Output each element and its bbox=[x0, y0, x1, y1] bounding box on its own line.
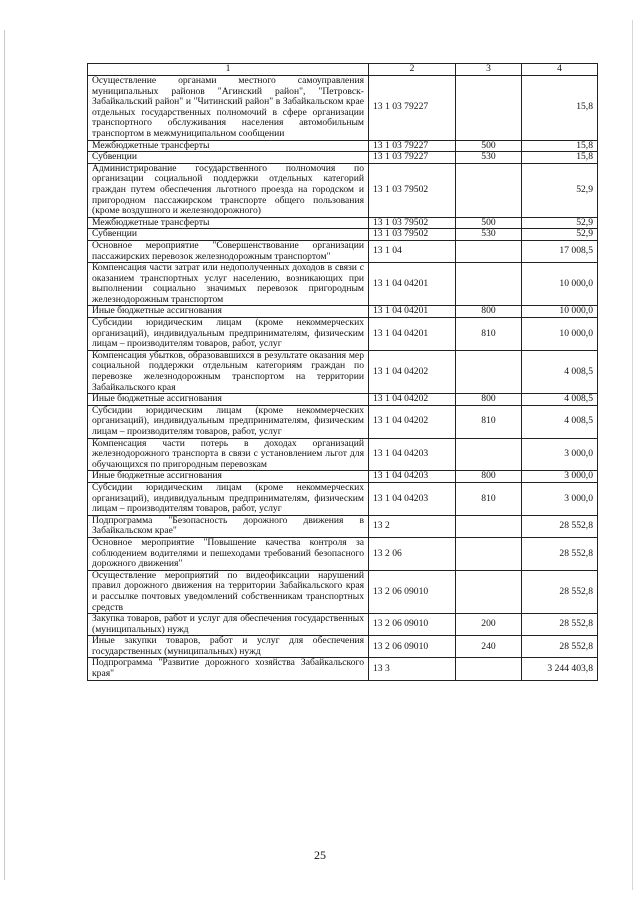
row-expense-type-cell: 200 bbox=[456, 614, 522, 636]
row-name-cell: Иные бюджетные ассигнования bbox=[88, 306, 369, 318]
row-expense-type-cell: 810 bbox=[456, 318, 522, 351]
row-expense-type-cell bbox=[456, 163, 522, 217]
row-amount-cell: 4 008,5 bbox=[522, 405, 598, 438]
table-row bbox=[88, 152, 598, 164]
row-expense-type-cell bbox=[456, 570, 522, 613]
table-row bbox=[88, 614, 598, 636]
row-name-cell: Субвенции bbox=[88, 229, 369, 241]
table-row bbox=[88, 140, 598, 152]
row-name-cell: Компенсация убытков, образовавшихся в результате оказания мер социальной поддержки отдельным категориям граждан по перевозке железнодорожным транспортом на территории Забайкальского края bbox=[88, 350, 369, 393]
column-number-3: 3 bbox=[456, 64, 522, 76]
row-expense-type-cell bbox=[456, 515, 522, 537]
table-row bbox=[88, 515, 598, 537]
row-name-cell: Осуществление мероприятий по видеофиксации нарушений правил дорожного движения на территории Забайкальского края и рассылке почтовых уведомлений собственникам транспортных средств bbox=[88, 570, 369, 613]
row-amount-cell: 10 000,0 bbox=[522, 306, 598, 318]
column-number-4: 4 bbox=[522, 64, 598, 76]
table-row bbox=[88, 240, 598, 262]
row-name-cell: Основное мероприятие "Совершенствование организации пассажирских перевозок железнодорожным транспортом" bbox=[88, 240, 369, 262]
table-row bbox=[88, 217, 598, 229]
row-expense-type-cell: 240 bbox=[456, 636, 522, 658]
row-expense-type-cell bbox=[456, 263, 522, 306]
table-row bbox=[88, 482, 598, 515]
row-amount-cell: 4 008,5 bbox=[522, 350, 598, 393]
row-code-cell: 13 1 04 04201 bbox=[369, 306, 456, 318]
row-amount-cell: 28 552,8 bbox=[522, 570, 598, 613]
table-row bbox=[88, 350, 598, 393]
table-row bbox=[88, 471, 598, 483]
table-row bbox=[88, 405, 598, 438]
table-row bbox=[88, 438, 598, 471]
row-amount-cell: 3 000,0 bbox=[522, 438, 598, 471]
row-expense-type-cell bbox=[456, 438, 522, 471]
row-expense-type-cell bbox=[456, 658, 522, 680]
row-name-cell: Субвенции bbox=[88, 152, 369, 164]
row-expense-type-cell: 500 bbox=[456, 217, 522, 229]
row-expense-type-cell: 800 bbox=[456, 394, 522, 406]
row-amount-cell: 28 552,8 bbox=[522, 636, 598, 658]
row-name-cell: Субсидии юридическим лицам (кроме некоммерческих организаций), индивидуальным предпринимателям, физическим лицам – производителям товаров, работ, услуг bbox=[88, 318, 369, 351]
row-name-cell: Подпрограмма "Безопасность дорожного движения в Забайкальском крае" bbox=[88, 515, 369, 537]
row-expense-type-cell: 500 bbox=[456, 140, 522, 152]
row-amount-cell: 4 008,5 bbox=[522, 394, 598, 406]
row-code-cell: 13 2 06 09010 bbox=[369, 636, 456, 658]
budget-table bbox=[87, 63, 598, 681]
budget-table-body bbox=[88, 64, 598, 681]
row-name-cell: Администрирование государственного полномочия по организации социальной поддержки отдельных категорий граждан путем обеспечения льготного проезда на городском и пригородном пассажирском транспорте общего пользования (кроме воздушного и железнодорожного) bbox=[88, 163, 369, 217]
row-name-cell: Межбюджетные трансферты bbox=[88, 217, 369, 229]
row-code-cell: 13 1 04 bbox=[369, 240, 456, 262]
row-expense-type-cell bbox=[456, 76, 522, 141]
row-code-cell: 13 1 04 04201 bbox=[369, 263, 456, 306]
column-number-1: 1 bbox=[88, 64, 369, 76]
row-name-cell: Межбюджетные трансферты bbox=[88, 140, 369, 152]
row-code-cell: 13 1 04 04201 bbox=[369, 318, 456, 351]
row-code-cell: 13 2 06 bbox=[369, 537, 456, 570]
table-row bbox=[88, 537, 598, 570]
table-header-row bbox=[88, 64, 598, 76]
row-name-cell: Основное мероприятие "Повышение качества контроля за соблюдением водителями и пешеходами требований безопасного дорожного движения" bbox=[88, 537, 369, 570]
table-row bbox=[88, 318, 598, 351]
row-code-cell: 13 1 04 04202 bbox=[369, 405, 456, 438]
table-row bbox=[88, 658, 598, 680]
row-code-cell: 13 1 03 79502 bbox=[369, 229, 456, 241]
table-row bbox=[88, 570, 598, 613]
row-expense-type-cell bbox=[456, 350, 522, 393]
row-expense-type-cell: 530 bbox=[456, 152, 522, 164]
row-amount-cell: 3 244 403,8 bbox=[522, 658, 598, 680]
table-row bbox=[88, 394, 598, 406]
row-expense-type-cell: 810 bbox=[456, 482, 522, 515]
row-amount-cell: 10 000,0 bbox=[522, 318, 598, 351]
row-name-cell: Подпрограмма "Развитие дорожного хозяйства Забайкальского края" bbox=[88, 658, 369, 680]
row-code-cell: 13 1 03 79502 bbox=[369, 163, 456, 217]
row-expense-type-cell: 800 bbox=[456, 471, 522, 483]
row-name-cell: Закупка товаров, работ и услуг для обеспечения государственных (муниципальных) нужд bbox=[88, 614, 369, 636]
row-name-cell: Осуществление органами местного самоуправления муниципальных районов "Агинский район", "Петровск-Забайкальский район" и "Читинский район" в Забайкальском крае отдельных государственных полномочий в сфере организации транспортного обслуживания населения автомобильным транспортом в межмуниципальном сообщении bbox=[88, 76, 369, 141]
row-code-cell: 13 3 bbox=[369, 658, 456, 680]
row-code-cell: 13 1 04 04202 bbox=[369, 394, 456, 406]
row-code-cell: 13 1 04 04203 bbox=[369, 471, 456, 483]
row-amount-cell: 28 552,8 bbox=[522, 537, 598, 570]
row-amount-cell: 52,9 bbox=[522, 229, 598, 241]
column-number-2: 2 bbox=[369, 64, 456, 76]
row-name-cell: Субсидии юридическим лицам (кроме некоммерческих организаций), индивидуальным предпринимателям, физическим лицам – производителям товаров, работ, услуг bbox=[88, 405, 369, 438]
row-amount-cell: 52,9 bbox=[522, 163, 598, 217]
scan-edge-left bbox=[4, 30, 5, 880]
row-expense-type-cell bbox=[456, 537, 522, 570]
table-row bbox=[88, 76, 598, 141]
row-name-cell: Компенсация части потерь в доходах организаций железнодорожного транспорта в связи с установлением льгот для обучающихся по пригородным перевозкам bbox=[88, 438, 369, 471]
row-amount-cell: 15,8 bbox=[522, 152, 598, 164]
row-code-cell: 13 1 03 79502 bbox=[369, 217, 456, 229]
row-code-cell: 13 1 04 04203 bbox=[369, 438, 456, 471]
row-name-cell: Иные бюджетные ассигнования bbox=[88, 394, 369, 406]
row-expense-type-cell bbox=[456, 240, 522, 262]
row-amount-cell: 17 008,5 bbox=[522, 240, 598, 262]
row-amount-cell: 10 000,0 bbox=[522, 263, 598, 306]
row-expense-type-cell: 530 bbox=[456, 229, 522, 241]
row-code-cell: 13 1 04 04202 bbox=[369, 350, 456, 393]
row-name-cell: Иные закупки товаров, работ и услуг для обеспечения государственных (муниципальных) нужд bbox=[88, 636, 369, 658]
table-row bbox=[88, 636, 598, 658]
row-amount-cell: 15,8 bbox=[522, 76, 598, 141]
row-amount-cell: 28 552,8 bbox=[522, 515, 598, 537]
row-code-cell: 13 1 03 79227 bbox=[369, 152, 456, 164]
scan-edge-right bbox=[632, 20, 633, 890]
row-expense-type-cell: 800 bbox=[456, 306, 522, 318]
row-name-cell: Субсидии юридическим лицам (кроме некоммерческих организаций), индивидуальным предпринимателям, физическим лицам – производителям товаров, работ, услуг bbox=[88, 482, 369, 515]
table-row bbox=[88, 163, 598, 217]
page-number: 25 bbox=[314, 848, 326, 862]
row-code-cell: 13 1 04 04203 bbox=[369, 482, 456, 515]
row-amount-cell: 3 000,0 bbox=[522, 482, 598, 515]
row-amount-cell: 52,9 bbox=[522, 217, 598, 229]
row-expense-type-cell: 810 bbox=[456, 405, 522, 438]
table-row bbox=[88, 263, 598, 306]
row-amount-cell: 3 000,0 bbox=[522, 471, 598, 483]
row-name-cell: Иные бюджетные ассигнования bbox=[88, 471, 369, 483]
table-row bbox=[88, 229, 598, 241]
row-code-cell: 13 2 06 09010 bbox=[369, 570, 456, 613]
row-amount-cell: 28 552,8 bbox=[522, 614, 598, 636]
row-amount-cell: 15,8 bbox=[522, 140, 598, 152]
row-code-cell: 13 2 06 09010 bbox=[369, 614, 456, 636]
row-name-cell: Компенсация части затрат или недополученных доходов в связи с оказанием транспортных услуг населению, возникающих при выполнении социально значимых перевозок пригородным железнодорожным транспортом bbox=[88, 263, 369, 306]
row-code-cell: 13 1 03 79227 bbox=[369, 140, 456, 152]
row-code-cell: 13 2 bbox=[369, 515, 456, 537]
table-row bbox=[88, 306, 598, 318]
row-code-cell: 13 1 03 79227 bbox=[369, 76, 456, 141]
